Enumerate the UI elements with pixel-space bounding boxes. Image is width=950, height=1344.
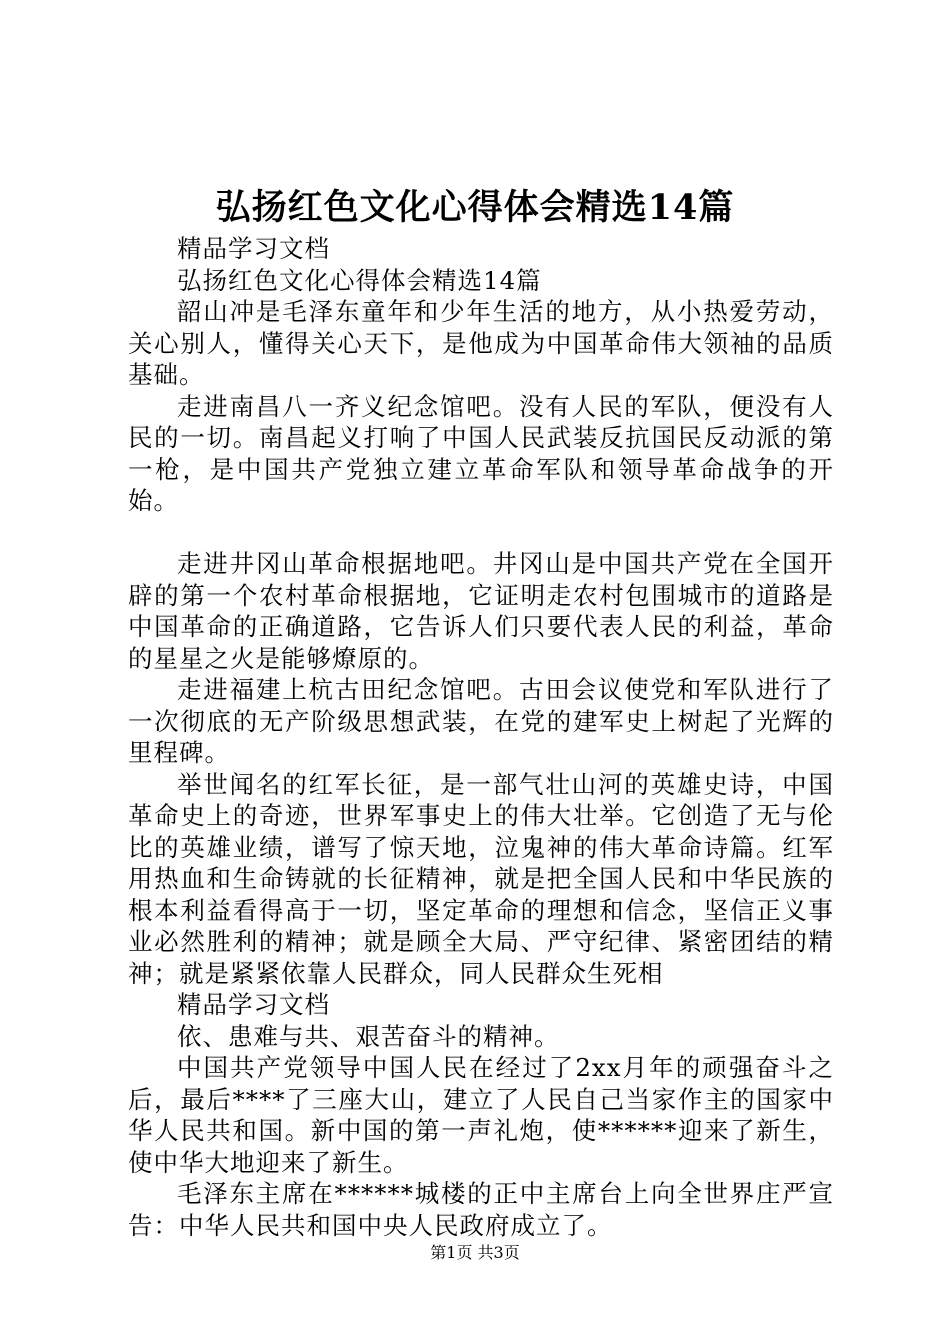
document-body [128,233,834,1241]
paragraph: 精品学习文档 [177,234,330,263]
paragraph: 毛泽东主席在******城楼的正中主席台上向全世界庄严宣告：中华人民共和国中央人民政府成立了。 [128,1179,834,1240]
paragraph: 举世闻名的红军长征，是一部气壮山河的英雄史诗，中国革命史上的奇迹，世界军事史上的伟大壮举。它创造了无与伦比的英雄业绩，谱写了惊天地，泣鬼神的伟大革命诗篇。红军用热血和生命铸就的长征精神，就是把全国人民和中华民族的根本利益看得高于一切，坚定革命的理想和信念，坚信正义事业必然胜利的精神；就是顾全大局、严守纪律、紧密团结的精神；就是紧紧依靠人民群众，同人民群众生死相 [128,769,834,988]
paragraph: 精品学习文档 [177,990,330,1019]
blank-line [128,517,834,549]
document-title: 弘扬红色文化心得体会精选14篇 [215,187,735,228]
paragraph: 走进南昌八一齐义纪念馆吧。没有人民的军队，便没有人民的一切。南昌起义打响了中国人民武装反抗国民反动派的第一枪，是中国共产党独立建立革命军队和领导革命战争的开始。 [128,391,834,515]
page-number-footer: 第1页 共3页 [430,1243,520,1262]
paragraph: 韶山冲是毛泽东童年和少年生活的地方，从小热爱劳动，关心别人，懂得关心天下，是他成为中国革命伟大领袖的品质基础。 [128,297,834,389]
paragraph: 中国共产党领导中国人民在经过了2xx月年的顽强奋斗之后，最后****了三座大山，建立了人民自己当家作主的国家中华人民共和国。新中国的第一声礼炮，使******迎来了新生，使中华大地迎来了新生。 [128,1053,834,1177]
paragraph: 走进井冈山革命根据地吧。井冈山是中国共产党在全国开辟的第一个农村革命根据地，它证明走农村包围城市的道路是中国革命的正确道路，它告诉人们只要代表人民的利益，革命的星星之火是能够燎原的。 [128,549,834,673]
paragraph: 弘扬红色文化心得体会精选14篇 [177,265,542,295]
paragraph: 依、患难与共、艰苦奋斗的精神。 [177,1021,560,1051]
paragraph: 走进福建上杭古田纪念馆吧。古田会议使党和军队进行了一次彻底的无产阶级思想武装，在党的建军史上树起了光辉的里程碑。 [128,675,834,767]
